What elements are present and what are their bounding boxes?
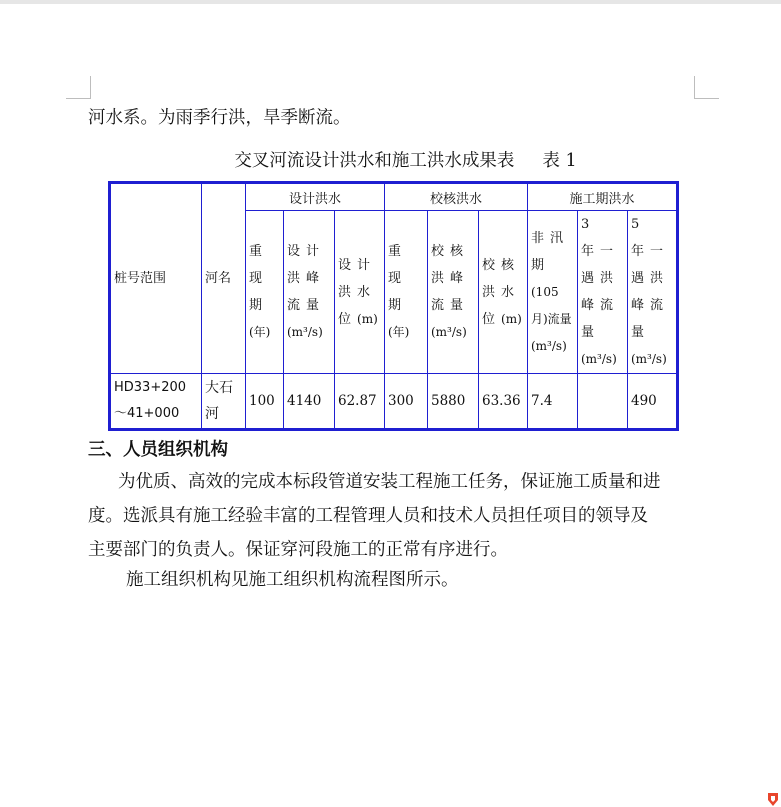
intro-line: 河水系。为雨季行洪，旱季断流。 bbox=[88, 108, 351, 128]
body-line-2: 度。选派具有施工经验丰富的工程管理人员和技术人员担任项目的领导及 bbox=[88, 506, 648, 526]
cell-five-year-peak: 490 bbox=[628, 374, 678, 430]
section-heading: 三、人员组织机构 bbox=[88, 440, 228, 460]
header-nonflood-flow: 非汛期(105月)流量 (m³/s) bbox=[528, 211, 578, 374]
app-logo-icon bbox=[765, 791, 781, 807]
cell-check-level: 63.36 bbox=[479, 374, 528, 430]
header-design-level: 设计洪水位(m) bbox=[335, 211, 385, 374]
header-five-year-peak: 5 年一遇洪峰流量 (m³/s) bbox=[628, 211, 678, 374]
body-line-4: 施工组织机构见施工组织机构流程图所示。 bbox=[126, 570, 459, 590]
cell-nonflood-flow: 7.4 bbox=[528, 374, 578, 430]
header-design-recurrence: 重现期 (年) bbox=[246, 211, 284, 374]
header-river-name: 河名 bbox=[202, 183, 246, 374]
cell-design-recurrence: 100 bbox=[246, 374, 284, 430]
body-line-3: 主要部门的负责人。保证穿河段施工的正常有序进行。 bbox=[88, 540, 508, 560]
header-check-peak: 校核洪峰流量 (m³/s) bbox=[428, 211, 479, 374]
table-number: 表 1 bbox=[542, 151, 577, 171]
header-design-flood: 设计洪水 bbox=[246, 183, 385, 211]
header-station-range: 桩号范围 bbox=[110, 183, 202, 374]
header-three-year-peak: 3 年一遇洪峰流量 (m³/s) bbox=[578, 211, 628, 374]
table-caption bbox=[0, 147, 781, 172]
flood-results-table bbox=[108, 181, 679, 431]
body-line-1: 为优质、高效的完成本标段管道安装工程施工任务，保证施工质量和进 bbox=[118, 472, 661, 492]
cell-river-name: 大石河 bbox=[202, 374, 246, 430]
header-check-recurrence: 重现期 (年) bbox=[385, 211, 428, 374]
cell-design-peak: 4140 bbox=[284, 374, 335, 430]
cell-check-peak: 5880 bbox=[428, 374, 479, 430]
header-design-peak: 设计洪峰流量 (m³/s) bbox=[284, 211, 335, 374]
cell-check-recurrence: 300 bbox=[385, 374, 428, 430]
header-construction-flood: 施工期洪水 bbox=[528, 183, 678, 211]
cell-design-level: 62.87 bbox=[335, 374, 385, 430]
cell-station-range: HD33+200～41+000 bbox=[110, 374, 202, 430]
table-caption-title: 交叉河流设计洪水和施工洪水成果表 bbox=[234, 151, 515, 171]
header-check-flood: 校核洪水 bbox=[385, 183, 528, 211]
cell-three-year-peak bbox=[578, 374, 628, 430]
header-check-level: 校核洪水位(m) bbox=[479, 211, 528, 374]
